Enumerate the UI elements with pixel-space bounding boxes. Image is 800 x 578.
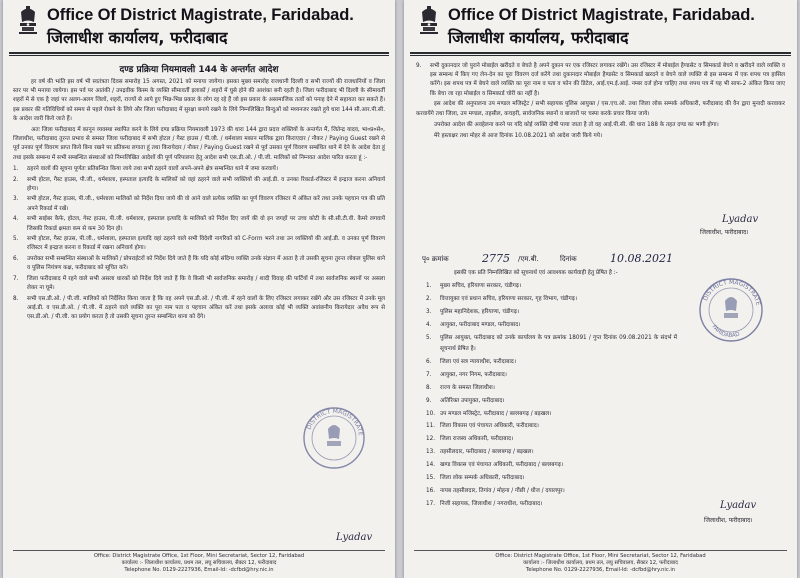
paragraph-penalty: उपरोक्त आदेश की अवहेलना करने पर यदि कोई व्यक्ति दोषी पाया जाता है तो वह आई.पी.सी. की धारा 188 के तहत दण्ड का भागी होगा। [434, 121, 719, 128]
list-item: 15. जिला लोक सम्पर्क अधिकारी, फरीदाबाद। [426, 475, 525, 482]
order-body [13, 78, 385, 324]
office-title-english: Office Of District Magistrate, Faridabad. [47, 6, 354, 24]
order-number: 2775 [482, 252, 510, 265]
header-rule-thin [410, 55, 791, 56]
page-footer [404, 553, 797, 574]
list-item: 2. वित्तायुक्त एवं प्रधान सचिव, हरियाणा सरकार, गृह विभाग, चंडीगढ़। [426, 295, 578, 302]
list-item: 12. जिला राजस्व अधिकारी, फरीदाबाद। [426, 436, 514, 443]
recipient-list [426, 281, 677, 510]
copy-intro: इसकी एक प्रति निम्नलिखित को सूचनार्थ एवं आवश्यक कार्यवाही हेतु प्रेषित है :- [454, 270, 618, 276]
list-item: 13. तहसीलदार, फरीदाबाद / बल्लबगढ़ / बड़खल। [426, 449, 534, 456]
list-item: 6. उपरोक्त सभी सम्बन्धित संस्थाओं के मालिकों / प्रोपराईटरों को निर्देश दिये जाते हैं कि यदि कोई संदिग्ध व्यक्ति उनके संज्ञान में आता है तो उसकी सूचना तुरन्त लोकल पुलिस थाने व पुलिस नियंत्रण कक्ष, फरीदाबाद को सूचित करें। [13, 256, 385, 272]
list-item: 4. सभी साईबर कैफे, होटल, गेस्ट हाउस, पी.जी. धर्मशाला, हस्पताल इत्यादि के मालिकों को निर्देश दिए जायें की वो इन जगहों पर उच्च कोटी के सी.सी.टी.वी. कैमरे लगवायें जिसकी रिकार्ड क्षमता कम से कम 30 दिन हो। [13, 216, 385, 232]
directive-list [13, 165, 385, 323]
paragraph-intro: हर वर्ष की भांति इस वर्ष भी स्वतंत्रता दिवस समारोह 15 अगस्त, 2021 को मनाया जायेगा। इसका मुख्य समारोह राजधानी दिल्ली व सभी राज्यों की राजधानियों व जिला स्तर पर भी मनाया जायेगा। इस पर्व पर आतंकी / उपद्रवीक किस्म के व्यक्ति सीमावर्ती इलाकों / शहरों में घुसे होने की आशंका बनी रहती है। जिला फरीदाबाद भी दिल्ली के सीमावर्ती शहरों में से एक है जहां पर अलग-अलग जिलों, शहरों, राज्यों से आये हुए भिन्न-भिन्न प्रकार के लोग रह रहे हैं जो इस प्रकार के असामाजिक तत्वों को पनाह देने में सहायता कर सकते हैं। इस प्रकार की गतिविधियों को समय से पहले रोकने के लिये और जिला फरीदाबाद में सुरक्षा बनाये रखने के लिये निम्नलिखित बिन्दुओं को मध्यनजर रखते हुये धारा 144 सी.आर.पी.सी. के आदेश जारी किये जाते हैं। [13, 79, 385, 122]
signature: Lyadav [722, 214, 759, 225]
order-heading: दण्ड प्रक्रिया नियमावली 144 के अन्तर्गत आदेश [119, 65, 279, 75]
list-item: 1. मुख्य सचिव, हरियाणा सरकार, चंडीगढ़। [426, 283, 522, 289]
list-item: 4. आयुक्त, फरीदाबाद मण्डल, फरीदाबाद। [426, 321, 521, 328]
list-item: 11. जिला विकास एवं पंचायत अधिकारी, फरीदाबाद। [426, 423, 539, 430]
list-item: 6. जिला एवं सत्र न्यायाधीश, फरीदाबाद। [426, 358, 516, 365]
paragraph-order: अतः जिला फरीदाबाद में कानून व्यवस्था स्थापित करने के लिये दण्ड प्रक्रिया नियमावली 1973 की धारा 144 द्वारा प्रदत्त शक्तियों के अन्तर्गत मैं, जितेन्द्र यादव, भा०प्र०से०, जिलाधीश, फरीदाबाद तुरन्त प्रभाव से समस्त जिला फरीदाबाद में सभी होटल / गैस्ट हाउस / पी.जी. / धर्मशाला मकान मालिक द्वारा किराएदार / नौकर / Paying Guest रखने से पूर्व उनका पूर्ण विवरण प्राप्त किये बिना रखने पर प्रतिबन्ध लगाता हूं तथा किरायेदार / नौकर / Paying Guest रखने से पूर्व उसका पूर्ण विवरण सम्बंधित थाने में देने के आदेश देता हूं तथा इसके सम्बन्ध में सभी सम्बन्धित संस्थाओं को निम्नलिखित आदेशों की पूर्ण परिपालना हेतु आदेश सभी एस.डी.ओ. / पी.जी. मालिकों को निम्नवत आदेश पारित करता हूं :- [13, 127, 385, 161]
list-item: 16. नायब तहसीलदार, तिगांव / मोहना / गौंछी / धौज / दयालपुर। [426, 488, 565, 494]
signature-caption: जिलाधीश, फरीदाबाद। [700, 229, 749, 236]
footer-address-en: Office: District Magistrate Office, 1st Floor, Mini Secretariat, Sector 12, Faridabad [93, 553, 305, 559]
office-title-hindi: जिलाधीश कार्यालय, फरीदाबाद [448, 28, 629, 47]
signature-caption: जिलाधीश, फरीदाबाद। [704, 517, 753, 524]
list-item: 3. पुलिस महानिदेशक, हरियाणा, चंडीगढ़। [426, 308, 520, 315]
page-footer [3, 553, 395, 574]
list-item: 5. सभी होटल, गैस्ट हाउस, पी.जी., धर्मशाला, हस्पताल इत्यादि वहां ठहरने वाले सभी विदेशी नागरिकों को C-Form भरने तथा उन व्यक्तियों की आई.डी. व उनका पूर्ण विवरण रजिस्टर में इन्द्राज करना व रिकार्ड में रखना अनिवार्य होगा। [13, 236, 385, 252]
footer-address-hi: कार्यालय :- जिलाधीश कार्यालय, प्रथम तल, लघु सचिवालय, सैक्टर 12, फरीदाबाद [121, 560, 277, 566]
office-title-hindi: जिलाधीश कार्यालय, फरीदाबाद [47, 28, 228, 47]
list-item: 14. खण्ड विकास एवं पंचायत अधिकारी, फरीदाबाद / बल्लबगढ़। [426, 462, 564, 469]
recipient-block [426, 281, 677, 512]
date-label: दिनांक [560, 255, 577, 263]
order-number-label: पृ० क्रमांक [422, 255, 449, 263]
list-item: 7. जिला फरीदाबाद में रहने वाले सभी असला धारकों को निर्देश दिये जाते हैं कि वे किसी भी सार्वजनिक समारोह / शादी विवाह की पार्टियों में तथा सार्वजनिक स्थानों पर असला लेकर ना घूमे। [13, 276, 385, 292]
official-seal-icon [301, 405, 367, 471]
office-title-english: Office Of District Magistrate, Faridabad. [448, 6, 755, 24]
seal-text: DISTRICT MAGISTRATE [305, 407, 364, 437]
list-item: 5. पुलिस आयुक्त, फरीदाबाद को उनके कार्यालय के पत्र क्रमांक 18091 / गुप्त दिनांक 09.08.2021 के संदर्भ में सूचनार्थ प्रेषित है। [426, 334, 677, 353]
header-rule [9, 52, 389, 54]
list-item: 9. अतिरिक्त उपायुक्त, फरीदाबाद। [426, 397, 505, 404]
seal-subtext: FARIDABAD [710, 324, 741, 340]
footer-address-en: Office: District Magistrate Office, 1st Floor, Mini Secretariat, Sector 12, Faridabad [495, 553, 706, 559]
official-seal-icon [696, 275, 766, 345]
footer-address-hi: कार्यालय :- जिलाधीश कार्यालय, प्रथम तल, लघु सचिवालय, सैक्टर 12, फरीदाबाद [523, 560, 678, 566]
list-item: 1. ठहरने वालों की सूचना पूर्णतः प्रतिबन्धित किया जाये तथा सभी ठहरने वालों अपने-अपने क्षेत्र सम्बन्धित थाने में जमा करवायें। [13, 165, 279, 172]
state-emblem-icon [418, 6, 440, 36]
order-page-1 [3, 0, 395, 578]
footer-contact: Telephone No. 0129-2227936, Email-Id: -dcfbd@hry.nic.in [525, 567, 676, 573]
list-item: 17. निजी सहायक, जिलाधीश / नगराधीश, फरीदाबाद। [426, 500, 543, 507]
list-item: 2. सभी होटल, गैस्ट हाउस, पी.जी., धर्मशाला, हस्पताल इत्यादि के मालिकों को वहां ठहरने वाले सभी व्यक्तियों की आई.डी. व उनका रिकार्ड-रजिस्टर में इन्द्राज करना अनिवार्य होगा। [13, 176, 385, 192]
list-item: 7. आयुक्त, नगर निगम, फरीदाबाद। [426, 371, 507, 378]
paragraph-compliance: इस आदेश की अनुपालना उप मण्डल मजिस्ट्रेट / सभी सहायक पुलिस आयुक्त / एस.एच.ओ. तथा जिला लोक सम्पर्क अधिकारी, फरीदाबाद की वैन द्वारा मुनादी करवाकर करवायेंगे तथा जिला, उप मण्डल, तहसील, कचहरी, सार्वजनिक स्थानों व बाजारों पर चस्पा करके प्रचार किया जाये। [416, 101, 785, 117]
signature: Lyadav [720, 500, 757, 511]
list-item: 9. सभी दुकानदार जो पुराने मोबाईल खरीदते व बेचते है अपने दुकान पर एक रजिस्टर लगाकर रखेंगे। उस रजिस्टर में मोबाईल हैण्डसेट व सिमकार्ड बेचने व खरीदने वाले व्यक्ति व इस सम्बन्ध में किए गए लेन-देन का पूरा विवरण दर्ज करेंगे तथा दुकानदार मोबाईल हैण्डसेट व सिमकार्ड खरदने व बेचने वाले व्यक्ति से इस सम्बन्ध में एक शपथ पत्र हासिल करेंगे। इस शपथ पत्र में बेचने वाले व्यक्ति का पूरा नाम व पता व फोन की डिटेल, आई.एम.ई.आई. नम्बर दर्ज होना चाहिए तथा शपथ पत्र में यह भी साफ-2 अंकित किया जाए कि बेचा जा रहा मोबाईल व सिमकार्ड चोरी का नहीं है। [416, 63, 785, 97]
order-page-2 [404, 0, 797, 578]
footer-contact: Telephone No. 0129-2227936, Email-Id: -dcfbd@hry.nic.in [124, 567, 274, 573]
state-emblem-icon [17, 6, 39, 36]
seal-text: DISTRICT MAGISTRATE [701, 278, 762, 307]
list-item: 3. सभी होटल, गैस्ट हाउस, पी.जी., धर्मशाला मालिकों को निर्देश दिया जाये की वो आने वाले प्रत्येक व्यक्ति का पूर्ण विवरण रजिस्टर में अंकित करें तथा उनके पहचान पत्र की प्रति अपने रिकार्ड में रखें। [13, 196, 385, 212]
signature: Lyadav [336, 532, 373, 543]
list-item: 10. उप मण्डल मजिस्ट्रेट, फरीदाबाद / बल्लबगढ़ / बड़खल। [426, 410, 552, 417]
directive-list-continued [416, 62, 785, 99]
paragraph-issued: मेरे हस्ताक्षर तथा मोहर से आज दिनांक 10.08.2021 को आदेश जारी किये गये। [434, 132, 603, 139]
header-rule [410, 52, 791, 54]
order-date: 10.08.2021 [610, 252, 673, 265]
order-suffix: /एम.बी. [518, 255, 539, 263]
header-rule-thin [9, 55, 389, 56]
dispatch-line [414, 252, 787, 267]
list-item: 8. राज्य के समस्त जिलाधीश। [426, 384, 495, 391]
order-body-continued [416, 62, 785, 143]
list-item: 8. सभी एस.डी.ओ. / पी.जी. मालिकों को निर्देशित किया जाता है कि वह अपने एस.डी.ओ. / पी.जी. में रहने वालों के लिए रजिस्टर लगाकर रखेंगे और उस रजिस्टर में उनके मूल आई.डी. व एस.डी.ओ. / पी.जी. में ठहरने वाले व्यक्ति का पूरा नाम पता व पहचान अंकित करें तथा इसके अलावा कोई भी व्यक्ति अवांछनीय किरायेदार अवैध रूप से एस.डी.ओ. / पी.जी. का प्रयोग करता है तो उसकी सूचना तुरन्त सम्बन्धित थाना को देंगे। [13, 295, 385, 321]
